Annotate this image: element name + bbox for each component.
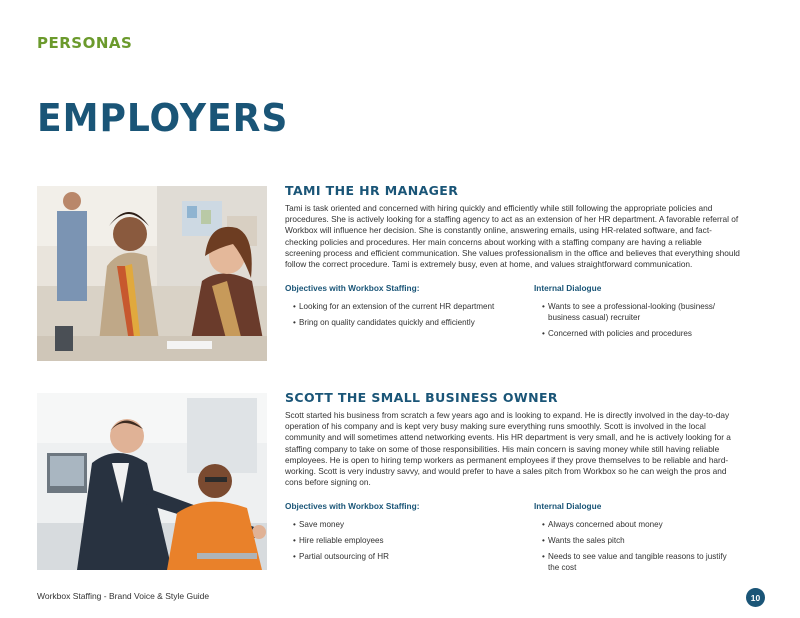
dialogue-item: • Concerned with policies and procedures — [542, 329, 740, 340]
tami-persona — [285, 183, 740, 338]
dialogue-heading: Internal Dialogue — [534, 283, 602, 294]
scott-persona-photo — [37, 393, 267, 570]
objectives-heading: Objectives with Workbox Staffing: — [285, 283, 420, 294]
persona-name: TAMI THE HR MANAGER — [285, 183, 459, 198]
dialogue-heading: Internal Dialogue — [534, 501, 602, 512]
footer-text: Workbox Staffing - Brand Voice & Style Guide — [37, 591, 210, 601]
objective-item: • Partial outsourcing of HR — [293, 552, 525, 563]
dialogue-item: • Wants the sales pitch — [542, 536, 740, 547]
objectives-heading: Objectives with Workbox Staffing: — [285, 501, 420, 512]
page-title: EMPLOYERS — [37, 96, 289, 140]
dialogue-column — [534, 283, 740, 345]
objective-item: • Hire reliable employees — [293, 536, 525, 547]
dialogue-item: • Needs to see value and tangible reasons to justify the cost — [542, 552, 740, 573]
objectives-column — [285, 283, 525, 334]
objective-item: • Save money — [293, 520, 525, 531]
objective-item: • Looking for an extension of the current HR department — [293, 302, 525, 313]
page-number-badge: 10 — [746, 588, 765, 607]
objectives-column — [285, 501, 525, 568]
dialogue-item: • Always concerned about money — [542, 520, 740, 531]
persona-description: Scott started his business from scratch a few years ago and is looking to expand. He is directly involved in the day-to-day operation of his company and is kept very busy making sure everything runs smoothly. Scott is involved in the local community and will sometimes attend networking events. His HR department is very small, and he is actively looking for a staffing company to take on some of those responsibilities. His main concern is saving money while still having reliable employees. He is open to hiring temp workers as permanent employees if they prove themselves to be reliable and hard-working. Scott is very industry savvy, and would prefer to have a sales pitch from Workbox so he can weigh the pros and cons before signing on. — [285, 410, 731, 488]
persona-description: Tami is task oriented and concerned with hiring quickly and efficiently while still following the appropriate policies and procedures. She is actively looking for a staffing agency to act as an extension of her HR department. A favorable referral of Workbox will influence her decision. She is constantly online, answering emails, using HR-related software, and fact-checking policies and procedures. Her main concerns about working with a staffing company are having a reliable screening process and efficient communication. She values professionalism in the office and believes that everything should follow the correct procedure. Tami is extremely busy, even at home, and values straightforward communication. — [285, 203, 740, 270]
dialogue-item: • Wants to see a professional-looking (business/ business casual) recruiter — [542, 302, 740, 323]
objective-item: • Bring on quality candidates quickly and efficiently — [293, 318, 525, 329]
dialogue-column — [534, 501, 740, 579]
section-label: PERSONAS — [37, 34, 133, 52]
tami-persona-photo — [37, 186, 267, 361]
scott-persona — [285, 390, 740, 572]
persona-name: SCOTT THE SMALL BUSINESS OWNER — [285, 390, 558, 405]
